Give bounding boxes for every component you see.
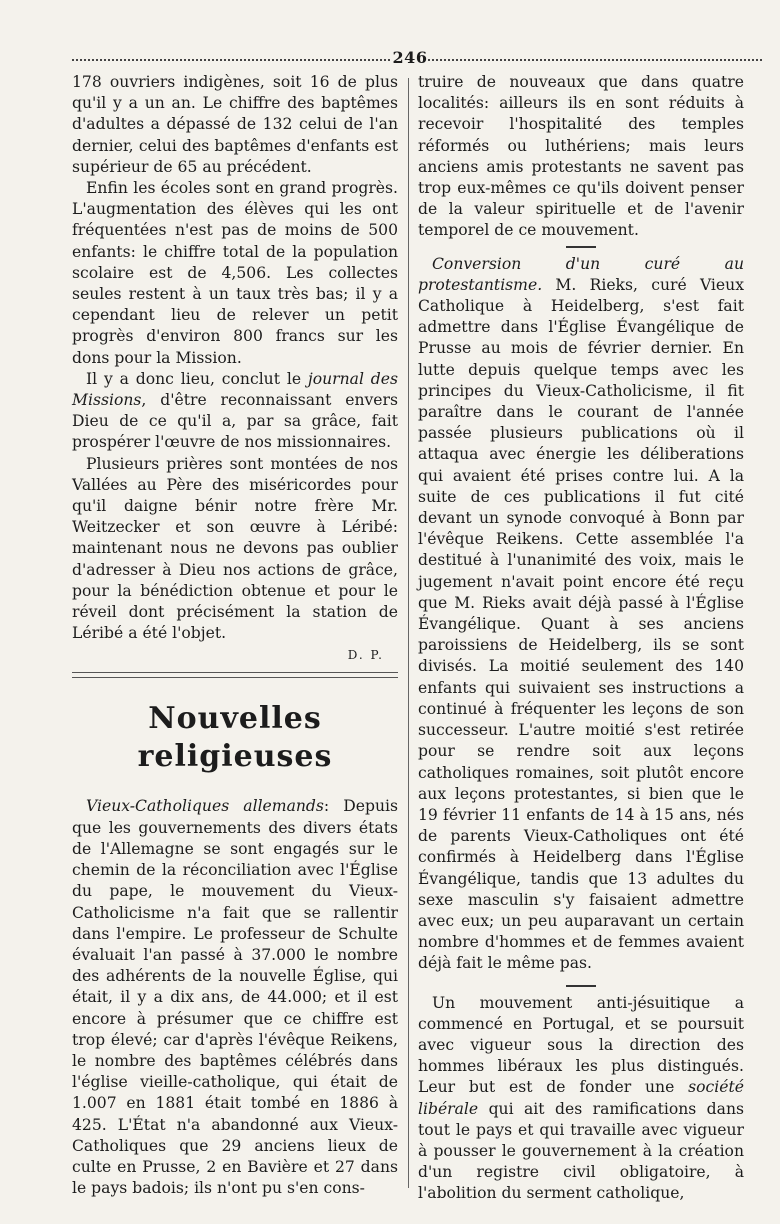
article-separator bbox=[566, 246, 596, 248]
paragraph-continuation: truire de nouveaux que dans quatre localités: ailleurs ils en sont réduits à recevoir l'hospitalité des temples réformés ou luthériens; mais leurs anciens amis protestants ne savent pas trop eux-mêmes ce qu'ils doivent penser de la valeur spirituelle et de l'avenir temporel de ce mouvement. bbox=[418, 73, 744, 240]
column-divider bbox=[408, 78, 409, 1188]
journal-title: journal des Missions bbox=[72, 369, 399, 410]
text-run: qui ait des ramifications dans tout le pays et qui travaille avec vigueur à pousser le gouvernement à la création d'un registre civil obligatoire, à l'abolition du serment catholique, bbox=[418, 1099, 744, 1203]
article-separator bbox=[566, 985, 596, 987]
paragraph-prayers: Plusieurs prières sont montées de nos Vallées au Père des miséricordes pour qu'il daigne bénir notre frère Mr. Weitzecker et son œuvre à Léribé: maintenant nous ne devons pas oublier d'adresser à Dieu nos actions de grâce, pour la bénédiction obtenue et pour le réveil dont précisément la station de Léribé a été l'objet. bbox=[72, 454, 398, 643]
header-rule-left bbox=[72, 59, 390, 61]
paragraph-schools: Enfin les écoles sont en grand progrès. L'augmentation des élèves qui les ont fréquentées n'est pas de moins de 500 enfants: le chiffre total de la population scolaire est de 4,506. Les collectes seules restent à un taux très bas; il y a cependant lieu de relever un petit progrès d'environ 800 francs sur les dons pour la Mission. bbox=[72, 179, 398, 367]
page-number: 246 bbox=[392, 48, 428, 67]
society-name: société libérale bbox=[418, 1078, 744, 1118]
author-signature: D. P. bbox=[347, 648, 384, 663]
text-run: M. Rieks, curé Vieux Catholique à Heidelberg, s'est fait admettre dans l'Église Évangélique de Prusse au mois de février dernier. En lutte depuis quelque temps avec les principes du Vieux-Catholicisme, il fit paraître dans le courant de l'année passée plusieurs publications où il attaqua avec énergie les déliberations qui avaient été prises contre lui. A la suite de ces publications il fut cité devant un synode convoqué à Bonn par l'évêque Reikens. Cette assemblée l'a destitué à l'unanimité des voix, mais le jugement n'avait point encore été reçu que M. Rieks avait déjà passé à l'Église Évangélique. Quant à ses anciens paroissiens de Heidelberg, ils se sont divisés. La moitié seulement des 140 enfants qui suivaient ses instructions a continué à fréquenter les leçons de son successeur. L'autre moitié s'est retirée pour se rendre soit aux leçons catholiques romaines, soit plutôt encore aux leçons protestantes, si bien que le 19 février 11 enfants de 14 à 15 ans, nés de parents Vieux-Catholiques ont été confirmés à Heidelberg dans l'Église Évangélique, tandis que 13 adultes du sexe masculin s'y faisaient admettre avec eux; un peu auparavant un certain nombre d'hommes et de femmes avaient déjà fait le même pas. bbox=[418, 275, 744, 973]
left-column bbox=[72, 72, 398, 1199]
paragraph-conclusion bbox=[72, 369, 398, 454]
article-heading: Conversion d'un curé au protestantisme. bbox=[418, 254, 744, 294]
text-run: , d'être reconnaissant envers Dieu de ce qu'il a, par sa grâce, fait prospérer l'œuvre de nos missionnaires. bbox=[72, 391, 398, 452]
text-run: : Depuis que les gouvernements des divers états de l'Allemagne se sont engagés sur le chemin de la réconciliation avec l'Église du pape, le mouvement du Vieux-Catholicisme n'a fait que se rallentir dans l'empire. Le professeur de Schulte évaluait l'an passé à 37.000 le nombre des adhérents de la nouvelle Église, qui était, il y a dix ans, de 44.000; et il est encore à présumer que ce chiffre est trop élevé; car d'après l'évêque Reikens, le nombre des baptêmes célébrés dans l'église vieille-catholique, qui était de 1.007 en 1881 était tombé en 1886 à 425. L'État n'a abandonné aux Vieux-Catholiques que 29 anciens lieux de culte en Prusse, 2 en Bavière et 27 dans le pays badois; ils n'ont pu s'en cons- bbox=[72, 797, 398, 1198]
text-run: Un mouvement anti-jésuitique a commencé en Portugal, et se poursuit avec vigueur sous la direction des hommes libéraux les plus distingués. Leur but est de fonder une bbox=[418, 993, 744, 1097]
paragraph-portugal bbox=[418, 993, 744, 1205]
text-run: Il y a donc lieu, conclut le bbox=[86, 369, 308, 388]
section-divider bbox=[72, 672, 398, 678]
page-header bbox=[72, 48, 762, 68]
section-title: Nouvelles religieuses bbox=[137, 701, 333, 775]
paragraph-conversion bbox=[418, 254, 744, 975]
paragraph-mission-stats: 178 ouvriers indigènes, soit 16 de plus qu'il y a un an. Le chiffre des baptêmes d'adultes a dépassé de 132 celui de l'an dernier, celui des baptêmes d'enfants est supérieur de 65 au précédent. bbox=[72, 73, 398, 176]
header-rule-right bbox=[428, 59, 762, 61]
article-heading: Vieux-Catholiques allemands bbox=[86, 797, 324, 816]
paragraph-old-catholics bbox=[72, 796, 398, 1199]
right-column bbox=[418, 72, 744, 1205]
